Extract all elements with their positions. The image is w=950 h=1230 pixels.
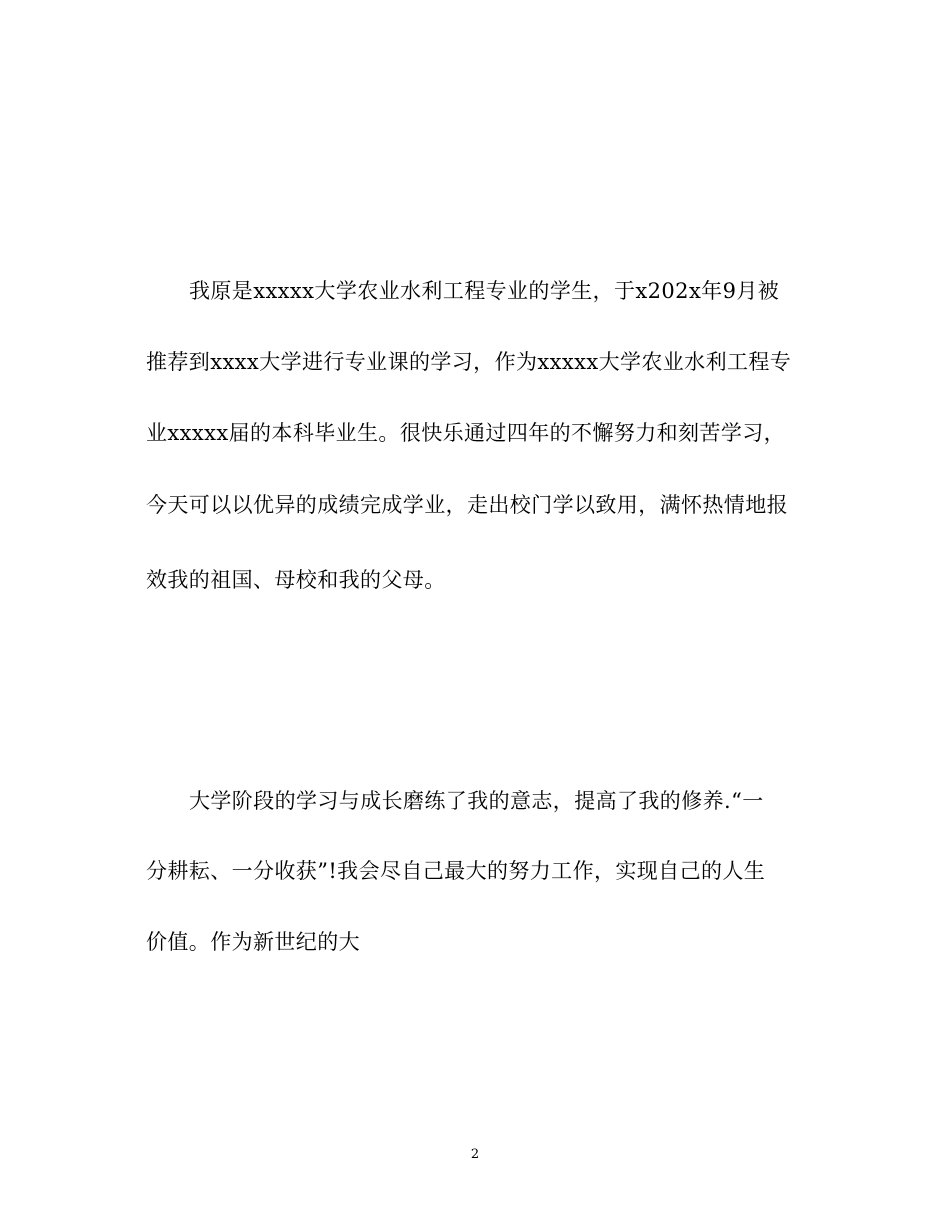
paragraph-line: 效我的祖国、母校和我的父母。: [146, 568, 446, 592]
paragraph-line: 推荐到xxxx大学进行专业课的学习，作为xxxxx大学农业水利工程专: [146, 350, 792, 374]
paragraph-line: 今天可以以优异的成绩完成学业，走出校门学以致用，满怀热情地报: [146, 493, 788, 517]
paragraph-line: 分耕耘、一分收获”!我会尽自己最大的努力工作，实现自己的人生: [146, 859, 766, 883]
page-number: 2: [470, 1147, 480, 1162]
paragraph-line: 价值。作为新世纪的大: [146, 930, 360, 954]
paragraph-line: 业xxxxx届的本科毕业生。很快乐通过四年的不懈努力和刻苦学习，: [146, 421, 786, 445]
paragraph-line: 大学阶段的学习与成长磨练了我的意志，提高了我的修养.“一: [189, 789, 764, 813]
paragraph-line: 我原是xxxxx大学农业水利工程专业的学生，于x202x年9月被: [189, 279, 780, 303]
